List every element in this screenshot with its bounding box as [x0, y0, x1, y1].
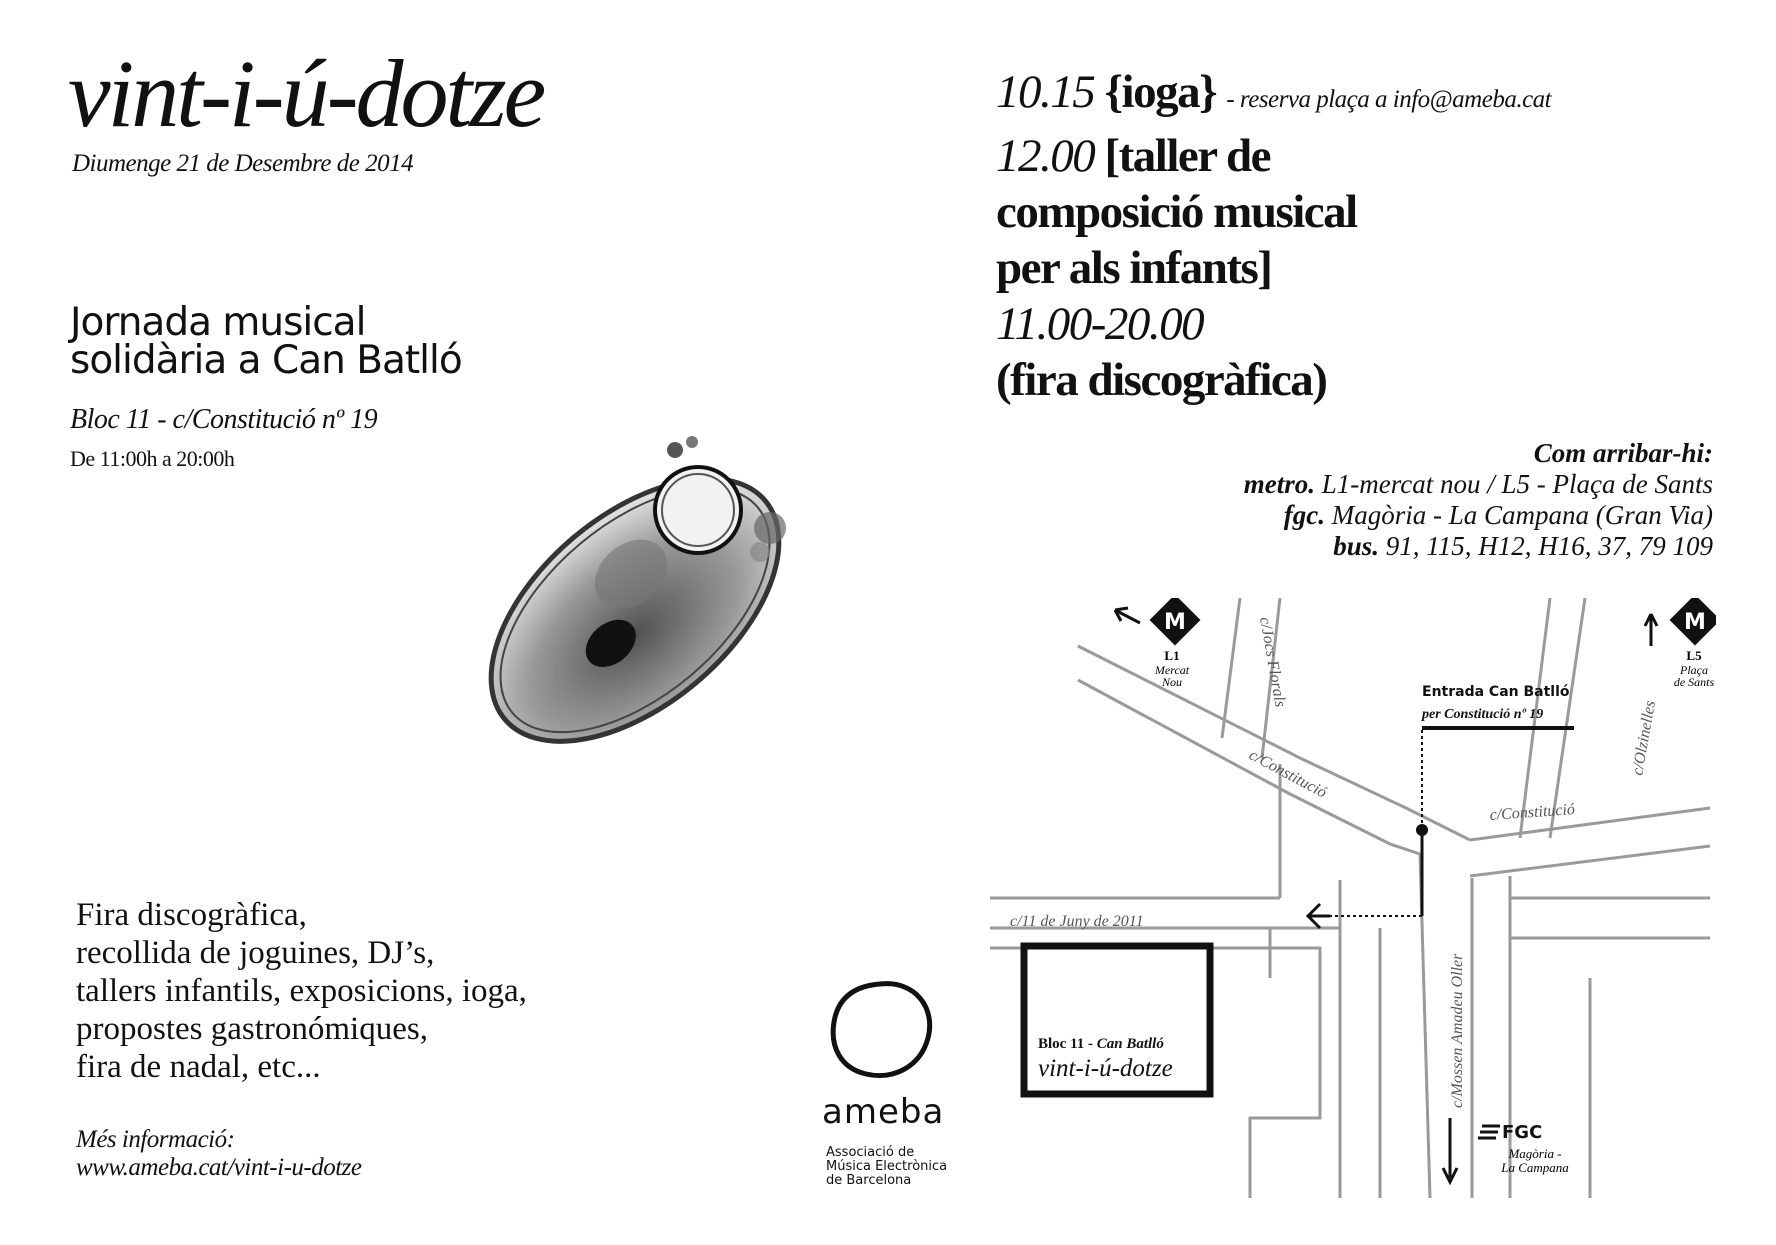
event-date: Diumenge 21 de Desembre de 2014 — [72, 150, 414, 177]
event-title: vint-i-ú-dotze — [68, 40, 544, 147]
bus-label: bus. — [1333, 531, 1379, 561]
street-label: c/Constitució — [1489, 801, 1576, 824]
activity-line: propostes gastronómiques, — [76, 1011, 428, 1047]
metro-l5-station: de Sants — [1673, 675, 1715, 689]
metro-l5-line: L5 — [1686, 648, 1702, 663]
schedule-time: 10.15 — [996, 66, 1095, 118]
fgc-value: Magòria - La Campana (Gran Via) — [1331, 500, 1713, 530]
event-hours: De 11:00h a 20:00h — [70, 446, 235, 471]
schedule-label: per als infants] — [996, 242, 1272, 294]
metro-value: L1-mercat nou / L5 - Plaça de Sants — [1321, 469, 1713, 499]
fgc-station: Magòria - — [1508, 1146, 1562, 1161]
metro-l1-icon — [1150, 598, 1201, 645]
ameba-association — [826, 1146, 947, 1188]
activity-line: Fira discogràfica, — [76, 897, 307, 933]
schedule-time: 11.00-20.00 — [996, 298, 1204, 350]
activity-line: fira de nadal, etc... — [76, 1049, 321, 1085]
metro-l1-line: L1 — [1164, 648, 1180, 663]
street-label: c/11 de Juny de 2011 — [1010, 913, 1144, 930]
activity-line: recollida de joguines, DJ’s, — [76, 935, 435, 971]
bloc-event: vint-i-ú-dotze — [1038, 1055, 1173, 1082]
fgc-label: fgc. — [1283, 500, 1325, 530]
fgc-icon — [1478, 1126, 1500, 1138]
directions-title: Com arribar-hi: — [1533, 438, 1713, 468]
street-label: c/Olzinelles — [1629, 699, 1660, 777]
schedule-label: [taller de — [1104, 130, 1271, 182]
fgc-station: La Campana — [1501, 1160, 1569, 1175]
bloc-name: Can Batlló — [1096, 1036, 1164, 1052]
bus-value: 91, 115, H12, H16, 37, 79 109 — [1385, 531, 1713, 561]
assoc-line: Música Electrònica — [826, 1159, 948, 1174]
metro-label: metro. — [1243, 469, 1316, 499]
fgc-logo: FGC — [1502, 1122, 1543, 1143]
metro-l1-station: Mercat — [1154, 663, 1190, 677]
more-info-label: Més informació: — [76, 1126, 235, 1153]
subtitle-line: Jornada musical — [70, 300, 366, 345]
subtitle-line: solidària a Can Batlló — [70, 338, 462, 383]
entrance-sub: per Constitució nº 19 — [1422, 707, 1544, 722]
street-label: c/Constitució — [1246, 746, 1330, 802]
schedule-note: - reserva plaça a info@ameba.cat — [1226, 86, 1552, 113]
more-info-link[interactable]: www.ameba.cat/vint-i-u-dotze — [76, 1154, 362, 1181]
metro-l5-station: Plaça — [1680, 663, 1708, 677]
metro-glyph: M — [1164, 610, 1186, 635]
more-info — [76, 1126, 362, 1182]
directions — [1244, 438, 1713, 562]
assoc-line: Associació de — [826, 1145, 915, 1160]
activities-list — [76, 896, 527, 1086]
schedule-label: {ioga} — [1104, 66, 1217, 118]
street-lines — [990, 598, 1710, 1198]
metro-l5-icon — [1670, 598, 1716, 645]
schedule — [996, 64, 1551, 408]
schedule-label: (fira discogràfica) — [996, 354, 1327, 406]
schedule-item-ioga — [996, 64, 1551, 128]
event-address: Bloc 11 - c/Constitució nº 19 — [70, 404, 378, 435]
schedule-item-taller — [996, 128, 1551, 184]
ameba-name: ameba — [822, 1092, 945, 1132]
amoeba-cell-illustration — [460, 430, 820, 770]
assoc-line: de Barcelona — [826, 1173, 912, 1188]
bloc-label — [1038, 1036, 1164, 1052]
street-label: c/Jocs Florals — [1256, 615, 1289, 709]
bloc-number: Bloc 11 - — [1038, 1036, 1097, 1052]
street-label: c/Mossen Amadeu Oller — [1449, 953, 1466, 1108]
metro-l1-station: Nou — [1161, 675, 1183, 689]
metro-glyph: M — [1684, 610, 1706, 635]
ameba-logo-icon — [820, 976, 940, 1086]
location-map — [990, 598, 1716, 1198]
schedule-time: 12.00 — [996, 130, 1095, 182]
schedule-label: composició musical — [996, 186, 1357, 238]
event-subtitle — [70, 300, 462, 383]
entrance-title: Entrada Can Batlló — [1422, 684, 1570, 700]
activity-line: tallers infantils, exposicions, ioga, — [76, 973, 527, 1009]
